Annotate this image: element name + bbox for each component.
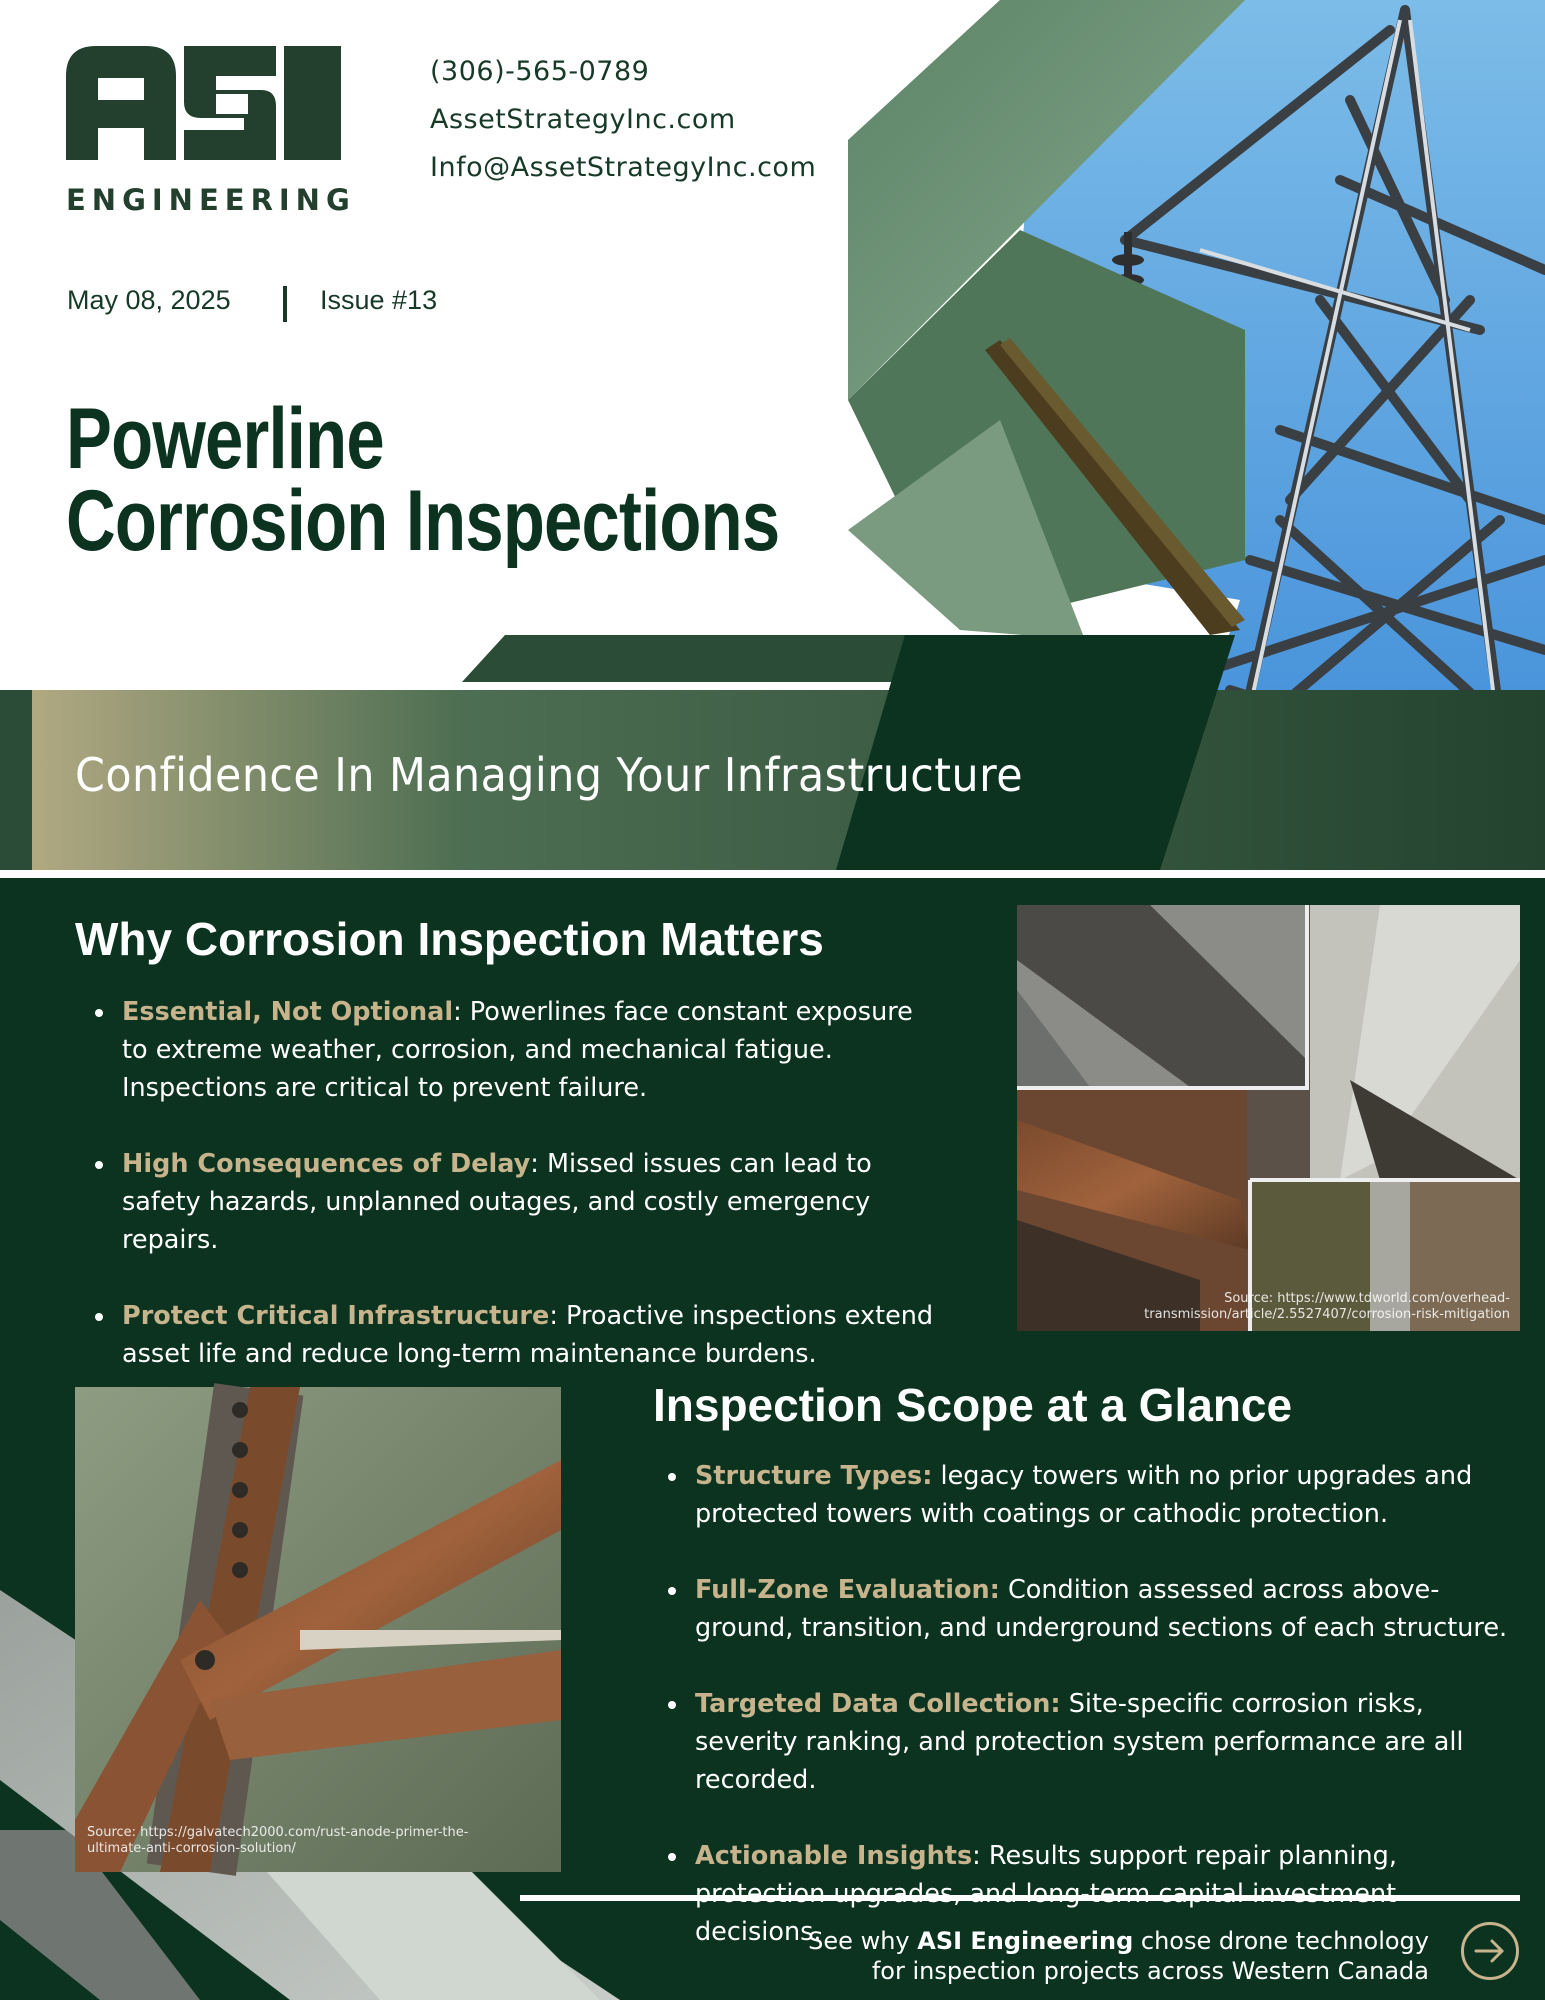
cta-text[interactable]: [808, 1926, 1429, 1986]
bullet-term: High Consequences of Delay: [122, 1149, 531, 1179]
list-item: [122, 1297, 942, 1373]
bullet-term: Actionable Insights: [695, 1841, 973, 1871]
bullet-text: Site-specific corrosion risks, severity ranking, and protection system performance are all recorded.: [695, 1689, 1464, 1795]
cta-line-2: for inspection projects across Western Canada: [871, 1957, 1429, 1985]
credit-line: Source: https://www.tdworld.com/overhead-: [1224, 1291, 1510, 1306]
logo-wordmark: ENGINEERING: [66, 183, 356, 217]
tagline: Confidence In Managing Your Infrastructure: [75, 748, 1024, 802]
credit-line: ultimate-anti-corrosion-solution/: [87, 1841, 296, 1856]
list-item: [122, 1145, 942, 1259]
scope-list: [695, 1457, 1530, 1989]
credit-line: transmission/article/2.5527407/corrosion-risk-mitigation: [1144, 1307, 1510, 1322]
bullet-term: Essential, Not Optional: [122, 997, 454, 1027]
scope-heading: Inspection Scope at a Glance: [653, 1379, 1293, 1431]
list-item: [122, 993, 942, 1107]
bullet-term: Structure Types:: [695, 1461, 933, 1491]
bullet-term: Full-Zone Evaluation:: [695, 1575, 1000, 1605]
why-heading: Why Corrosion Inspection Matters: [75, 913, 824, 965]
title-line-2: Corrosion Inspections: [66, 473, 780, 569]
issue-date: May 08, 2025: [67, 285, 231, 315]
asi-logo: [66, 46, 341, 160]
joint-photo: [75, 1383, 561, 1876]
title-line-1: Powerline: [66, 391, 384, 487]
bullet-term: Protect Critical Infrastructure: [122, 1301, 550, 1331]
cta-pre: See why: [808, 1927, 918, 1955]
arrow-right-button[interactable]: [1461, 1922, 1519, 1980]
bullet-term: Targeted Data Collection:: [695, 1689, 1061, 1719]
website-link[interactable]: AssetStrategyInc.com: [430, 104, 736, 135]
bullet-text: : Missed issues can lead to safety hazards, unplanned outages, and costly emergency repairs.: [122, 1149, 872, 1255]
credit-line: Source: https://galvatech2000.com/rust-anode-primer-the-: [87, 1825, 469, 1840]
page-title: [66, 391, 780, 569]
cta-post: chose drone technology: [1133, 1927, 1429, 1955]
cta-line-1: [808, 1926, 1429, 1956]
bullet-text: : Proactive inspections extend asset life and reduce long-term maintenance burdens.: [122, 1301, 934, 1369]
cta-brand: ASI Engineering: [917, 1927, 1134, 1955]
email-link[interactable]: Info@AssetStrategyInc.com: [430, 152, 817, 183]
list-item: [695, 1457, 1530, 1533]
why-list: [122, 993, 942, 1411]
collage-photo-credit: [1110, 1291, 1510, 1323]
bullet-text: : Powerlines face constant exposure to extreme weather, corrosion, and mechanical fatigue. Inspections are critical to prevent failure.: [122, 997, 913, 1103]
bullet-text: Condition assessed across above-ground, transition, and underground sections of each structure.: [695, 1575, 1508, 1643]
collage-photo: [1017, 905, 1520, 1331]
bullet-text: legacy towers with no prior upgrades and protected towers with coatings or cathodic protection.: [695, 1461, 1473, 1529]
joint-photo-credit: [87, 1825, 547, 1857]
phone-number[interactable]: (306)-565-0789: [430, 56, 650, 87]
bullet-text: : Results support repair planning, protection upgrades, and long-term capital investment decisions.: [695, 1841, 1397, 1947]
list-item: [695, 1685, 1530, 1799]
date-divider: [283, 286, 287, 322]
arrow-right-icon: [1464, 1925, 1516, 1977]
list-item: [695, 1571, 1530, 1647]
issue-number: Issue #13: [320, 285, 438, 315]
